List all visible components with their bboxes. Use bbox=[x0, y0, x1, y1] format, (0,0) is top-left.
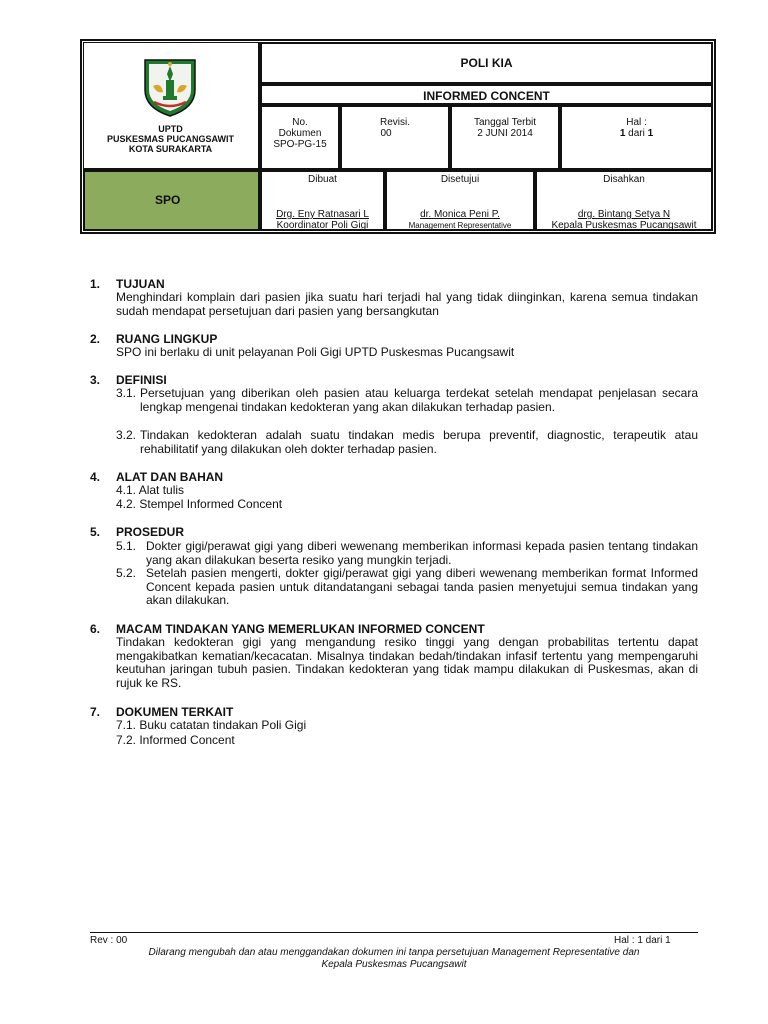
section-7-item-2: 7.2. Informed Concent bbox=[116, 733, 235, 747]
page-total: 1 bbox=[647, 128, 654, 139]
issue-date-label: Tanggal Terbit bbox=[473, 117, 537, 128]
section-5-heading bbox=[90, 525, 184, 539]
section-7-title: DOKUMEN TERKAIT bbox=[116, 705, 234, 719]
dibuat-role: Koordinator Poli Gigi bbox=[276, 220, 369, 231]
issue-date-cell bbox=[450, 105, 560, 170]
section-4-number: 4. bbox=[90, 470, 101, 484]
logo-cell bbox=[83, 42, 260, 170]
section-6-text: Tindakan kedokteran gigi yang mengandung resiko tinggi yang dengan probabilitas tertentu dapat mengakibatkan kematian/kecacatan. Misalnya tindakan bedah/tindakan infasif tertentu yang mempengaruhi keutuhan jaringan tubuh pasien. Tindakan kedokteran yang tidak mampu dilakukan di Puskesmas, akan di rujuk ke RS. bbox=[116, 635, 698, 690]
unit-cell bbox=[260, 42, 713, 84]
disahkan-label: Disahkan bbox=[603, 174, 645, 185]
footer-page: Hal : 1 dari 1 bbox=[614, 935, 671, 946]
page-value bbox=[562, 128, 711, 139]
disahkan-cell bbox=[535, 170, 713, 231]
section-3-item-1 bbox=[116, 387, 698, 428]
doc-title-cell bbox=[260, 84, 713, 105]
section-3-item-2-number: 3.2. bbox=[116, 428, 137, 442]
section-3-item-1-text: Persetujuan yang diberikan oleh pasien atau keluarga terdekat setelah mendapat penjelasan secara lengkap mengenai tindakan kedokteran yang akan dilakukan terhadap pasien. bbox=[140, 386, 698, 414]
footer-note bbox=[90, 947, 698, 971]
page-of: dari bbox=[628, 128, 645, 139]
footer-revision: Rev : 00 bbox=[90, 935, 128, 946]
dibuat-name: Drg. Eny Ratnasari L bbox=[276, 209, 369, 220]
section-5-item-2-text: Setelah pasien mengerti, dokter gigi/perawat gigi yang diberi wewenang memberikan format Informed Concent kepada pasien untuk ditandatangani sebagai tanda pasien menyetujui semua tindakan yang akan dilakukan. bbox=[146, 566, 698, 607]
doc-number-value: SPO-PG-15 bbox=[273, 139, 327, 150]
section-4-item-2: 4.2. Stempel Informed Concent bbox=[116, 497, 283, 511]
footer-note-line-2: Kepala Puskesmas Pucangsawit bbox=[321, 959, 467, 970]
dibuat-label: Dibuat bbox=[308, 174, 337, 185]
disahkan-name: drg. Bintang Setya N bbox=[577, 209, 671, 220]
section-2-number: 2. bbox=[90, 332, 101, 346]
doc-number-label2: Dokumen bbox=[278, 128, 322, 139]
section-4-item-1: 4.1. Alat tulis bbox=[116, 483, 185, 497]
section-3-item-2 bbox=[116, 429, 698, 457]
section-4-title: ALAT DAN BAHAN bbox=[116, 470, 224, 484]
disahkan-role: Kepala Puskesmas Pucangsawit bbox=[551, 220, 697, 231]
revision-label: Revisi. bbox=[379, 117, 410, 128]
disetujui-role: Management Representative bbox=[408, 221, 512, 230]
footer-divider bbox=[90, 932, 698, 933]
section-5-item-1-number: 5.1. bbox=[116, 539, 137, 553]
revision-value: 00 bbox=[380, 128, 392, 139]
org-line-2: PUSKESMAS PUCANGSAWIT bbox=[106, 134, 234, 144]
spo-cell bbox=[83, 170, 260, 231]
section-3-number: 3. bbox=[90, 373, 101, 387]
section-3-item-1-number: 3.1. bbox=[116, 386, 137, 400]
section-7-heading bbox=[90, 705, 233, 719]
disetujui-cell bbox=[385, 170, 535, 231]
unit-title: POLI KIA bbox=[460, 56, 513, 70]
org-line-1: UPTD bbox=[158, 124, 183, 134]
section-7-item-1: 7.1. Buku catatan tindakan Poli Gigi bbox=[116, 718, 307, 732]
section-6-title: MACAM TINDAKAN YANG MEMERLUKAN INFORMED CONCENT bbox=[116, 622, 485, 636]
section-6-number: 6. bbox=[90, 622, 101, 636]
section-3-title: DEFINISI bbox=[116, 373, 167, 387]
page-label: Hal : bbox=[626, 117, 647, 128]
disetujui-name: dr. Monica Peni P. bbox=[420, 209, 500, 220]
disetujui-label: Disetujui bbox=[440, 174, 480, 185]
revision-cell bbox=[340, 105, 450, 170]
doc-title: INFORMED CONCENT bbox=[423, 89, 550, 103]
doc-number-label1: No. bbox=[292, 117, 308, 128]
section-2-title: RUANG LINGKUP bbox=[116, 332, 218, 346]
section-3-heading bbox=[90, 373, 167, 387]
section-1-text: Menghindari komplain dari pasien jika suatu hari terjadi hal yang tidak diinginkan, karena semua tindakan sudah mendapat persetujuan dari pasien yang bersangkutan bbox=[116, 290, 698, 318]
section-7-number: 7. bbox=[90, 705, 101, 719]
page-cell bbox=[560, 105, 713, 170]
spo-label: SPO bbox=[155, 193, 181, 207]
city-emblem-logo bbox=[139, 56, 201, 118]
section-5-item-1 bbox=[116, 540, 698, 567]
org-line-3: KOTA SURAKARTA bbox=[128, 144, 213, 154]
section-1-number: 1. bbox=[90, 277, 101, 291]
section-2-heading bbox=[90, 332, 217, 346]
section-5-item-2-number: 5.2. bbox=[116, 566, 137, 580]
section-1-heading bbox=[90, 277, 165, 291]
section-5-number: 5. bbox=[90, 525, 101, 539]
issue-date-value: 2 JUNI 2014 bbox=[477, 128, 533, 139]
section-5-item-2 bbox=[116, 567, 698, 608]
footer-note-line-1: Dilarang mengubah dan atau menggandakan dokumen ini tanpa persetujuan Management Representative dan bbox=[148, 947, 640, 958]
section-4-heading bbox=[90, 470, 223, 484]
page-current: 1 bbox=[619, 128, 626, 139]
section-5-item-1-text: Dokter gigi/perawat gigi yang diberi wewenang memberikan informasi kepada pasien tentang tindakan yang akan dilakukan beserta resiko yang mungkin terjadi. bbox=[146, 539, 698, 567]
section-2-text: SPO ini berlaku di unit pelayanan Poli Gigi UPTD Puskesmas Pucangsawit bbox=[116, 345, 515, 359]
dibuat-cell bbox=[260, 170, 385, 231]
section-1-title: TUJUAN bbox=[116, 277, 165, 291]
section-5-title: PROSEDUR bbox=[116, 525, 185, 539]
section-3-item-2-text: Tindakan kedokteran adalah suatu tindakan medis berupa preventif, diagnostic, terapeutik atau rehabilitatif yang dilakukan oleh dokter terhadap pasien. bbox=[140, 428, 698, 456]
section-6-heading bbox=[90, 622, 485, 636]
